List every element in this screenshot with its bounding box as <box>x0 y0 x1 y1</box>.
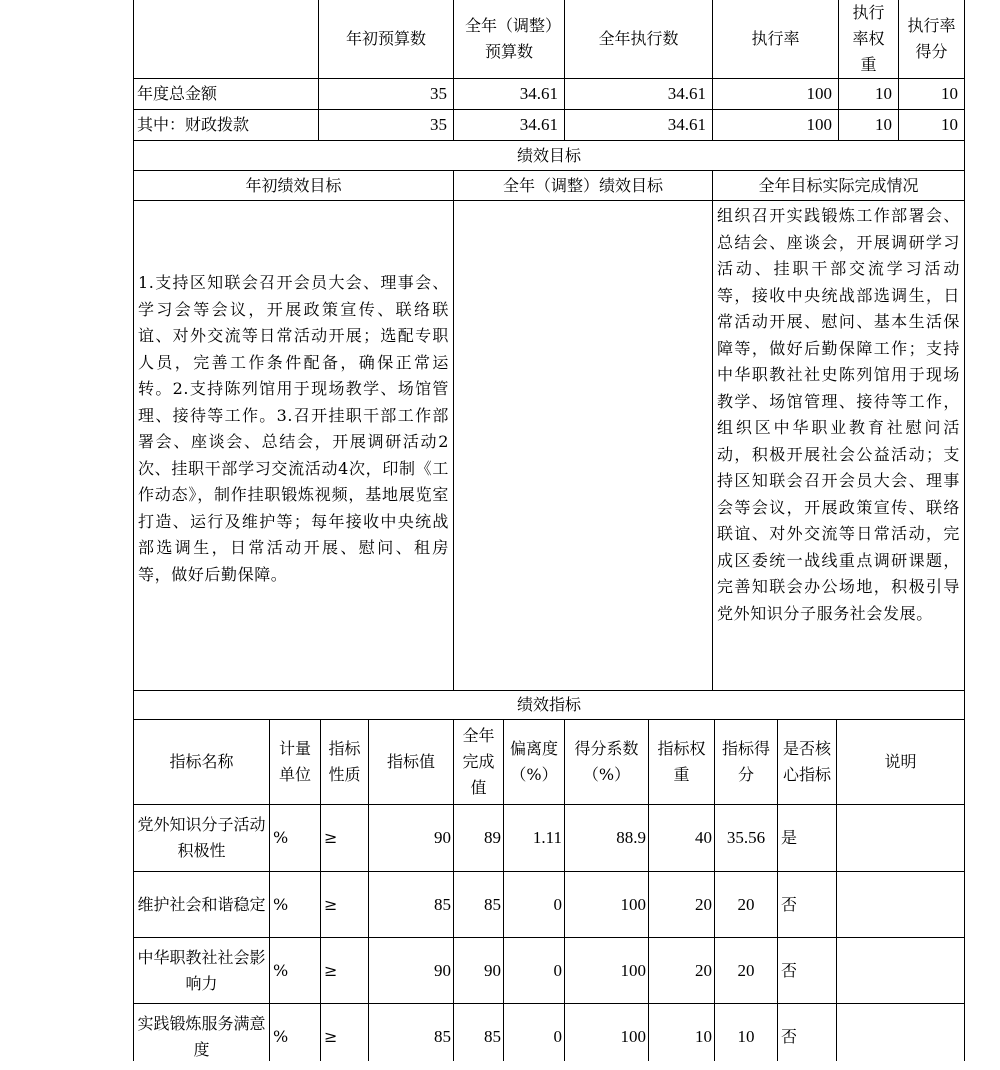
row-label: 其中：财政拨款 <box>137 115 250 134</box>
indicator-actual: 85 <box>484 1027 501 1046</box>
goals-title: 绩效目标 <box>516 145 581 165</box>
indicator-coefficient: 88.9 <box>616 828 646 847</box>
header-deviation: 偏离度（%） <box>509 739 558 784</box>
header-is-core: 是否核心指标 <box>782 739 831 784</box>
cell-executed: 34.61 <box>667 115 706 134</box>
header-initial-budget: 年初预算数 <box>345 29 426 48</box>
indicator-name: 维护社会和谐稳定 <box>137 894 266 914</box>
header-adjusted-budget: 全年（调整）预算数 <box>464 16 553 61</box>
indicator-name: 实践锻炼服务满意度 <box>137 1014 266 1059</box>
indicator-nature: ≥ <box>324 1027 338 1046</box>
cell-weight: 10 <box>875 115 892 134</box>
indicator-is-core: 是 <box>781 828 798 847</box>
indicator-is-core: 否 <box>781 1027 798 1046</box>
header-nature: 指标性质 <box>328 739 361 784</box>
indicators-title: 绩效指标 <box>516 695 581 714</box>
indicator-is-core: 否 <box>781 960 798 980</box>
header-indicator-name: 指标名称 <box>169 752 234 771</box>
indicator-coefficient: 100 <box>620 1027 646 1046</box>
cell-adjusted: 34.61 <box>519 115 558 134</box>
indicator-actual: 90 <box>484 960 501 980</box>
indicator-unit: % <box>273 1027 289 1046</box>
indicator-weight: 20 <box>695 894 712 914</box>
header-adjusted-goal: 全年（调整）绩效目标 <box>502 175 663 195</box>
indicator-coefficient: 100 <box>620 960 646 980</box>
header-rate-score: 执行率得分 <box>907 16 956 61</box>
indicator-deviation: 0 <box>553 1027 562 1046</box>
header-executed: 全年执行数 <box>598 29 679 48</box>
indicator-is-core: 否 <box>781 894 798 914</box>
header-unit: 计量单位 <box>278 739 311 784</box>
header-weight: 指标权重 <box>657 739 706 784</box>
header-note: 说明 <box>884 752 917 771</box>
cell-weight: 10 <box>875 84 892 103</box>
header-score: 指标得分 <box>721 739 770 784</box>
header-exec-rate: 执行率 <box>751 29 800 48</box>
header-coefficient: 得分系数（%） <box>574 739 639 784</box>
header-initial-goal: 年初绩效目标 <box>245 175 342 195</box>
indicator-note <box>837 938 964 1003</box>
indicator-target: 90 <box>434 960 451 980</box>
indicator-deviation: 0 <box>553 894 562 914</box>
indicator-unit: % <box>273 960 289 980</box>
actual-goal-text: 组织召开实践锻炼工作部署会、总结会、座谈会，开展调研学习活动、挂职干部交流学习活动等，接收中央统战部选调生，日常活动开展、慰问、基本生活保障等，做好后勤保障工作；支持中华职教社社史陈列馆用于现场教学、场馆管理、接待等工作，组织区中华职业教育社慰问活动，积极开展社会公益活动；支持区知联会召开会员大会、理事会等会议，开展政策宣传、联络联谊、对外交流等日常活动，完成区委统一战线重点调研课题，完善知联会办公场地，积极引导党外知识分子服务社会发展。 <box>717 206 960 623</box>
indicator-nature: ≥ <box>324 828 338 847</box>
header-actual: 全年完成值 <box>462 726 495 797</box>
indicator-nature: ≥ <box>324 894 338 914</box>
indicator-name: 党外知识分子活动积极性 <box>137 815 266 860</box>
indicator-target: 85 <box>434 894 451 914</box>
indicator-deviation: 0 <box>553 960 562 980</box>
cell-score: 10 <box>941 115 958 134</box>
cell-initial: 35 <box>430 115 447 134</box>
cell-executed: 34.61 <box>667 84 706 103</box>
indicator-note <box>837 805 964 871</box>
indicator-score: 35.56 <box>726 828 766 847</box>
indicator-weight: 40 <box>695 828 712 847</box>
indicator-actual: 85 <box>484 894 501 914</box>
cell-initial: 35 <box>430 84 447 103</box>
header-target: 指标值 <box>386 752 435 771</box>
indicator-score: 20 <box>737 960 755 980</box>
cell-score: 10 <box>941 84 958 103</box>
indicator-deviation: 1.11 <box>532 828 562 847</box>
header-actual-goal: 全年目标实际完成情况 <box>758 175 919 195</box>
indicator-name: 中华职教社社会影响力 <box>137 947 266 993</box>
indicator-score: 10 <box>737 1027 755 1046</box>
header-rate-weight: 执行率权重 <box>852 3 885 74</box>
indicator-actual: 89 <box>484 828 501 847</box>
indicator-unit: % <box>273 828 289 847</box>
indicator-target: 90 <box>434 828 451 847</box>
indicator-target: 85 <box>434 1027 451 1046</box>
row-label: 年度总金额 <box>137 84 218 103</box>
indicator-note <box>837 1004 964 1070</box>
indicator-note <box>837 872 964 937</box>
initial-goal-text: 1.支持区知联会召开会员大会、理事会、学习会等会议，开展政策宣传、联络联谊、对外交流等日常活动开展；选配专职人员，完善工作条件配备，确保正常运转。2.支持陈列馆用于现场教学、场馆管理、接待等工作。3.召开挂职干部工作部署会、座谈会、总结会，开展调研活动2次、挂职干部学习交流活动4次，印制《工作动态》，制作挂职锻炼视频，基地展览室打造、运行及维护等；每年接收中央统战部选调生，日常活动开展、慰问、租房等，做好后勤保障。 <box>138 273 449 584</box>
cell-rate: 100 <box>806 84 832 103</box>
indicator-weight: 10 <box>695 1027 712 1046</box>
indicator-unit: % <box>273 894 289 914</box>
cell-adjusted: 34.61 <box>519 84 558 103</box>
indicator-score: 20 <box>737 894 755 914</box>
indicator-coefficient: 100 <box>620 894 646 914</box>
indicator-nature: ≥ <box>324 960 338 980</box>
indicator-weight: 20 <box>695 960 712 980</box>
cell-rate: 100 <box>806 115 832 134</box>
